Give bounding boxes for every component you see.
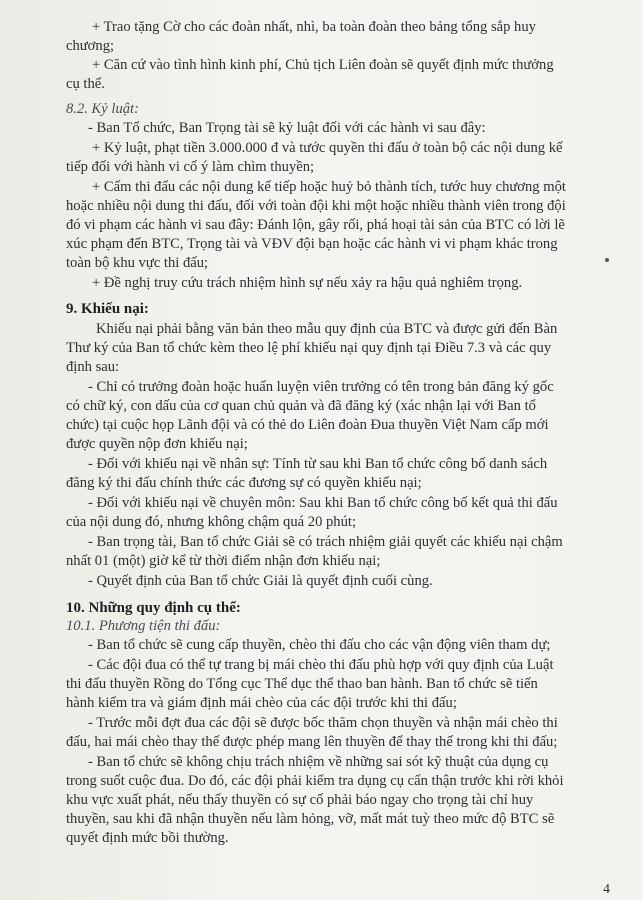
text-line: + Căn cứ vào tình hình kinh phí, Chủ tịch Liên đoàn sẽ quyết định mức thưởng bbox=[92, 57, 554, 73]
text-line: + Đề nghị truy cứu trách nhiệm hình sự nếu xảy ra hậu quả nghiêm trọng. bbox=[92, 275, 523, 291]
text-line: đăng ký thi đấu chính thức các đương sự có quyền khiếu nại; bbox=[66, 475, 422, 491]
text-line: Thư ký của Ban tổ chức kèm theo lệ phí khiếu nại quy định tại Điều 7.3 và các quy bbox=[66, 340, 552, 356]
text-line: được quyền nộp đơn khiếu nại; bbox=[66, 436, 248, 452]
text-line: thi đấu thuyền Rồng do Tổng cục Thể dục thể thao ban hành. Ban tổ chức sẽ tiến bbox=[66, 676, 538, 692]
text-line: trong suốt cuộc đua. Do đó, các đội phải kiểm tra dụng cụ cẩn thận trước khi rời khỏi bbox=[66, 773, 564, 789]
text-line: cụ thể. bbox=[66, 76, 105, 92]
text-line: - Ban tổ chức sẽ cung cấp thuyền, chèo thi đấu cho các vận động viên tham dự; bbox=[88, 637, 551, 653]
section-heading: 10. Những quy định cụ thể: bbox=[66, 600, 241, 616]
text-line: chương; bbox=[66, 38, 115, 54]
text-line: - Các đội đua có thể tự trang bị mái chèo thi đấu phù hợp với quy định của Luật bbox=[88, 657, 554, 673]
text-line: - Ban tổ chức sẽ không chịu trách nhiệm về những sai sót kỹ thuật của dụng cụ bbox=[88, 754, 549, 770]
text-line: đấu, hai mái chèo thay thế được phép mang lên thuyền để thay thế trong khi thi đấu; bbox=[66, 734, 558, 750]
text-line: - Ban trọng tài, Ban tổ chức Giải sẽ có trách nhiệm giải quyết các khiếu nại chậm bbox=[88, 534, 563, 550]
text-line: định sau: bbox=[66, 359, 120, 375]
text-line: của nội dung đó, nhưng không chậm quá 20 phút; bbox=[66, 514, 357, 530]
text-line: đó vi phạm các hành vi sau đây: Đánh lộn, gây rối, phá hoại tài sản của BTC có lời lẽ bbox=[66, 217, 565, 233]
text-line: chức) tại cuộc họp Lãnh đội và có thẻ do Liên đoàn Đua thuyền Việt Nam cấp mới bbox=[66, 417, 549, 433]
text-line: - Đối với khiếu nại về nhân sự: Tính từ sau khi Ban tổ chức công bố danh sách bbox=[88, 456, 548, 472]
text-line: tiếp đối với hành vi cố ý làm chìm thuyền; bbox=[66, 159, 315, 175]
text-line: thuyền, sau khi đã nhận thuyền nếu làm hỏng, vỡ, mất mát tuỳ theo mức độ BTC sẽ bbox=[66, 811, 555, 827]
text-line: toàn bộ khu vực thi đấu; bbox=[66, 255, 209, 271]
text-line: quyết định mức bồi thường. bbox=[66, 830, 229, 846]
text-line: + Cấm thi đấu các nội dung kế tiếp hoặc huỷ bỏ thành tích, tước huy chương một bbox=[92, 179, 566, 195]
text-line: - Quyết định của Ban tổ chức Giải là quyết định cuối cùng. bbox=[88, 573, 433, 589]
text-line: khu vực xuất phát, nếu thấy thuyền có sự cố phải báo ngay cho trọng tài chỉ huy bbox=[66, 792, 534, 808]
text-line: nhất 01 (một) giờ kể từ thời điểm nhận đơn khiếu nại; bbox=[66, 553, 381, 569]
page-number: 4 bbox=[603, 882, 610, 897]
text-line: xúc phạm đến BTC, Trọng tài và VĐV đội bạn hoặc các hành vi vi phạm khác trong bbox=[66, 236, 558, 252]
section-heading: 9. Khiếu nại: bbox=[66, 301, 149, 317]
text-line: + Kỷ luật, phạt tiền 3.000.000 đ và tước quyền thi đấu ở toàn bộ các nội dung kế bbox=[92, 140, 563, 156]
text-line: - Chỉ có trưởng đoàn hoặc huấn luyện viên trưởng có tên trong bản đăng ký gốc bbox=[88, 379, 554, 395]
text-line: + Trao tặng Cờ cho các đoàn nhất, nhì, ba toàn đoàn theo bảng tổng sắp huy bbox=[92, 19, 536, 35]
text-line: hoặc nhiều nội dung thi đấu, đối với toàn đội khi một hoặc nhiều thành viên trong đội bbox=[66, 198, 566, 214]
text-line: hành kiểm tra và giám định mái chèo của các đội trước khi thi đấu; bbox=[66, 695, 457, 711]
text-line: - Đối với khiếu nại về chuyên môn: Sau khi Ban tổ chức công bố kết quả thi đấu bbox=[88, 495, 558, 511]
text-line: - Trước mỗi đợt đua các đội sẽ được bốc thăm chọn thuyền và nhận mái chèo thi bbox=[88, 715, 558, 731]
text-line: Khiếu nại phải bằng văn bản theo mẫu quy định của BTC và được gửi đến Bàn bbox=[96, 321, 558, 337]
ink-dot bbox=[605, 258, 609, 262]
text-line: - Ban Tổ chức, Ban Trọng tài sẽ kỷ luật đối với các hành vi sau đây: bbox=[88, 120, 486, 136]
text-line: có chữ ký, con dấu của cơ quan chủ quản và đã đăng ký (xác nhận lại với Ban tổ bbox=[66, 398, 536, 414]
subsection-heading: 8.2. Kỷ luật: bbox=[66, 101, 139, 117]
subsection-heading: 10.1. Phương tiện thi đấu: bbox=[66, 618, 221, 634]
